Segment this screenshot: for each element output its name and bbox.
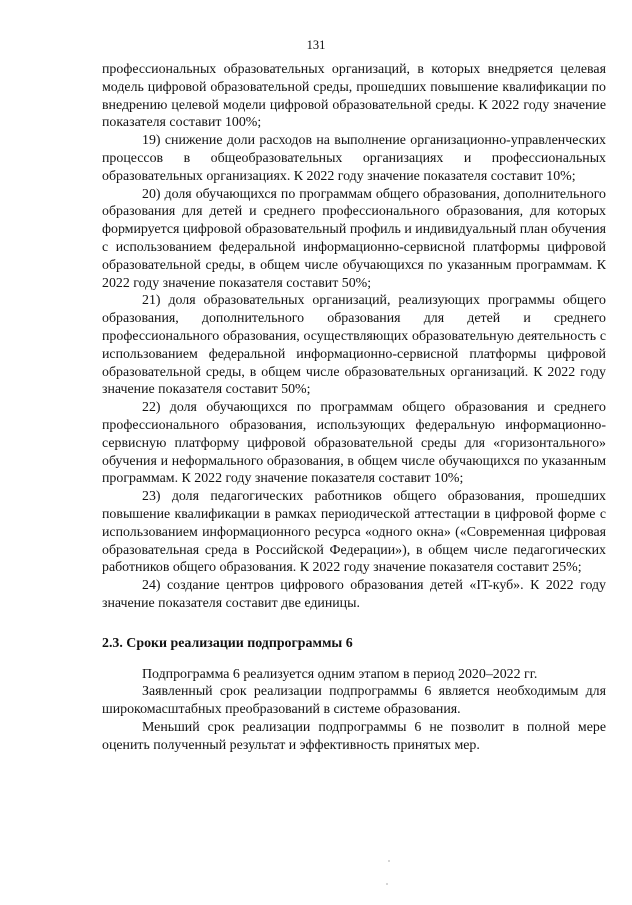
section-paragraph-3: Меньший срок реализации подпрограммы 6 не позволит в полной мере оценить полученный результат и эффективность принятых мер. bbox=[102, 719, 606, 753]
scan-speck bbox=[388, 860, 390, 862]
paragraph-item-24: 24) создание центров цифрового образования детей «IT-куб». К 2022 году значение показателя составит две единицы. bbox=[102, 578, 606, 611]
paragraph-item-22: 22) доля обучающихся по программам общего образования и среднего профессионального образования, использующих федеральную информационно-сервисную платформу цифровой образовательной среды для «горизонтального» обучения и неформального образования, в общем числе обучающихся по указанным программам. К 2022 году значение показателя составит 10%; bbox=[102, 400, 606, 487]
paragraph-item-21: 21) доля образовательных организаций, реализующих программы общего образования, дополнительного образования для детей и среднего профессионального образования, осуществляющих образовательную деятельность с использованием федеральной информационно-сервисной платформы цифровой образовательной среды, в общем числе образовательных организаций. К 2022 году значение показателя составит 50%; bbox=[102, 293, 606, 398]
document-body bbox=[102, 61, 606, 754]
section-paragraph-1: Подпрограмма 6 реализуется одним этапом в период 2020–2022 гг. bbox=[142, 666, 538, 682]
page-number: 131 bbox=[306, 38, 326, 52]
section-paragraph-2: Заявленный срок реализации подпрограммы 6 является необходимым для широкомасштабных преобразований в системе образования. bbox=[102, 684, 606, 718]
paragraph-item-19: 19) снижение доли расходов на выполнение организационно-управленческих процессов в общеобразовательных организациях и профессиональных образовательных организациях. К 2022 году значение показателя составит 10%; bbox=[102, 133, 606, 184]
paragraph-continuation: профессиональных образовательных организаций, в которых внедряется целевая модель цифровой образовательной среды, прошедших повышение квалификации по внедрению целевой модели цифровой образовательной среды. К 2022 году значение показателя составит 100%; bbox=[102, 62, 606, 131]
scan-speck bbox=[386, 883, 388, 885]
paragraph-item-20: 20) доля обучающихся по программам общего образования, дополнительного образования для детей и среднего профессионального образования, для которых формируется цифровой образовательный профиль и индивидуальный план обучения с использованием федеральной информационно-сервисной платформы цифровой образовательной среды, в общем числе обучающихся по указанным программам. К 2022 году значение показателя составит 50%; bbox=[102, 186, 606, 291]
section-heading: 2.3. Сроки реализации подпрограммы 6 bbox=[102, 635, 353, 651]
paragraph-item-23: 23) доля педагогических работников общего образования, прошедших повышение квалификации в рамках периодической аттестации в цифровой форме с использованием информационного ресурса «одного окна» («Современная цифровая образовательная среда в Российской Федерации»), в общем числе педагогических работников общего образования. К 2022 году значение показателя составит 25%; bbox=[102, 489, 606, 576]
